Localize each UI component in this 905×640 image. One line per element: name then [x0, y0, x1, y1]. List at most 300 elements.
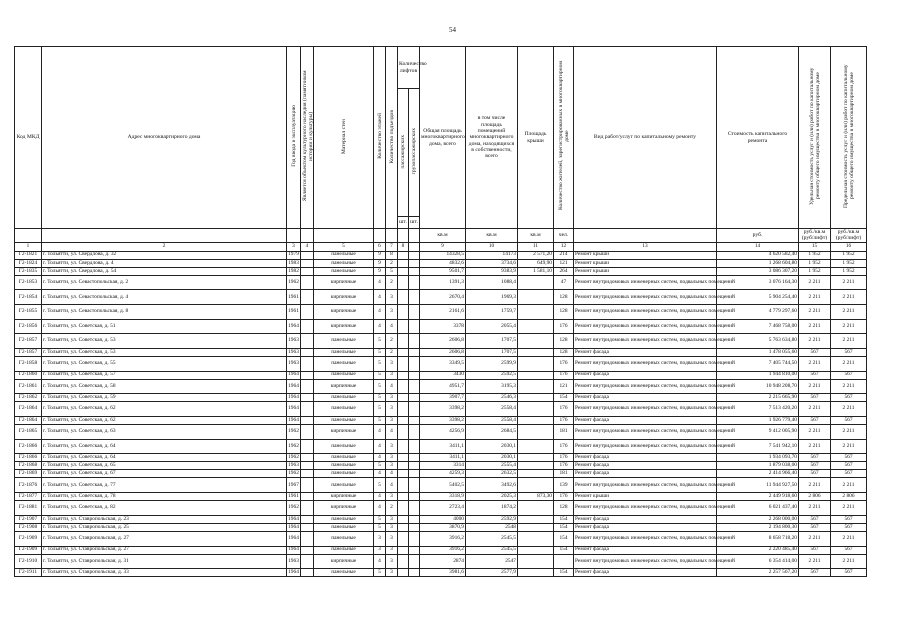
cell-total: 3314 — [420, 462, 466, 470]
cell-l1 — [398, 275, 409, 290]
cell-owned: 2577,9 — [466, 569, 518, 577]
cell-empty — [301, 305, 314, 320]
cell-unit: 2 211 — [799, 290, 831, 305]
hdr-lifts-pass: пассажирских — [398, 89, 409, 217]
cell-code: Г2-1853 — [15, 275, 42, 290]
cell-year: 1964 — [288, 416, 299, 423]
cell-addr: г. Тольятти, ул. Советская, д. 65 — [42, 462, 287, 470]
cell-code: Г2-1909 — [15, 546, 42, 554]
col-num: 10 — [466, 242, 518, 251]
cell-unit: 2 211 — [799, 425, 831, 440]
cell-work: Ремонт внутридомовых инженерных систем, подвальных помещений — [574, 402, 717, 417]
cell-fl: 4 — [374, 275, 386, 290]
cell-fl: 5 — [374, 371, 386, 379]
cell-addr: г. Тольятти, ул. Севастопольская, д. 8 — [42, 305, 287, 320]
cell-walls: кирпичные — [314, 379, 374, 394]
cell-addr: г. Тольятти, ул. Советская, д. 62 — [42, 402, 287, 417]
cell-year: 1962 — [287, 425, 301, 440]
cell-total: 1391,3 — [420, 275, 466, 290]
cell-year: 1961 — [287, 305, 301, 320]
cell-res: 176 — [554, 356, 574, 371]
cell-ent: 4 — [386, 470, 398, 478]
cell-roof — [518, 402, 554, 417]
cell-cost: 6 354 414,00 — [717, 554, 799, 569]
cell-empty — [301, 356, 314, 371]
cell-walls: панельные — [314, 454, 374, 462]
cell-l2 — [409, 416, 420, 424]
cell-code: Г2-1909 — [15, 531, 42, 546]
cell-total: 5402,5 — [420, 478, 466, 493]
cell-res: 128 — [554, 501, 574, 516]
cell-cost: 7 405 744,50 — [717, 356, 799, 371]
table-row — [15, 334, 867, 349]
cell-unit: 567 — [799, 454, 831, 462]
cell-ent: 4 — [386, 425, 398, 440]
cell-roof — [518, 501, 554, 516]
cell-addr: г. Тольятти, ул. Советская, д. 53 — [42, 348, 287, 356]
table-row — [15, 305, 867, 320]
table-row — [15, 356, 867, 371]
cell-unit: 2 211 — [799, 554, 831, 569]
cell-empty — [301, 523, 314, 531]
cell-year: 1962 — [287, 501, 301, 516]
cell-owned: 1759,7 — [466, 305, 518, 320]
cell-unit: 2 211 — [799, 356, 831, 371]
cell-ent: 4 — [386, 319, 398, 334]
cell-roof — [518, 454, 554, 462]
cell-year: 1961 — [287, 290, 301, 305]
cell-res: 121 — [554, 259, 574, 267]
cell-walls: кирпичные — [314, 290, 374, 305]
cell-code: Г2-1866 — [15, 454, 42, 462]
cell-l2 — [409, 267, 420, 275]
cell-total: 2670,4 — [420, 290, 466, 305]
cell-l1 — [398, 462, 409, 470]
cell-empty — [301, 416, 314, 424]
cell-roof — [518, 462, 554, 470]
cell-max: 2 211 — [831, 290, 867, 305]
cell-cost: 2 257 567,20 — [717, 569, 799, 577]
cell-ent: 3 — [386, 356, 398, 371]
hdr-residents: Количество жителей, зарегистрированных в многоквартирном доме — [554, 47, 574, 229]
cell-work: Ремонт крыши — [574, 251, 717, 259]
hdr-walls: Материал стен — [314, 47, 374, 229]
page-number: 54 — [449, 26, 456, 34]
cell-res: 47 — [554, 275, 574, 290]
cell-res: 128 — [554, 348, 574, 356]
cell-fl: 9 — [374, 251, 386, 259]
cell-empty — [301, 462, 314, 470]
cell-cost: 5 904 254,40 — [717, 290, 799, 305]
cell-cost: 8 658 718,20 — [717, 531, 799, 546]
cell-addr: г. Тольятти, ул. Ставропольская, д. 25 — [42, 523, 287, 531]
cell-ent: 3 — [386, 394, 398, 402]
cell-ent: 3 — [386, 416, 398, 424]
cell-res: 139 — [554, 478, 574, 493]
cell-roof — [518, 379, 554, 394]
cell-cost: 7 513 420,20 — [717, 402, 799, 417]
cell-l2 — [409, 462, 420, 470]
table-row — [15, 501, 867, 516]
cell-ent: 2 — [386, 275, 398, 290]
cell-work: Ремонт фасада — [574, 523, 717, 531]
cell-year: 1983 — [288, 259, 299, 266]
cell-owned: 2030,1 — [466, 439, 518, 454]
column-numbers-row — [15, 242, 867, 251]
cell-max: 2 806 — [831, 493, 867, 501]
cell-fl: 5 — [374, 394, 386, 402]
cell-owned: 2030,1 — [466, 454, 518, 462]
cell-owned: 2599,9 — [466, 356, 518, 371]
unit-rub-m2: руб./кв.м (руб/лифт) — [799, 229, 831, 243]
cell-walls: панельные — [314, 356, 374, 371]
cell-l1 — [398, 454, 409, 462]
cell-year: 1979 — [288, 251, 299, 258]
cell-l2 — [409, 425, 420, 440]
cell-l2 — [409, 275, 420, 290]
cell-year: 1982 — [288, 267, 299, 274]
hdr-entrances: Количество подъездов — [386, 47, 398, 229]
cell-roof — [518, 394, 554, 402]
cell-unit: 567 — [799, 546, 831, 554]
cell-l1 — [398, 501, 409, 516]
unit-pcs: шт. — [398, 217, 409, 229]
cell-code: Г2-1911 — [15, 569, 42, 577]
cell-code: Г2-1910 — [15, 554, 42, 569]
cell-owned: 1088,4 — [466, 275, 518, 290]
cell-res: 121 — [554, 379, 574, 394]
cell-ent: 4 — [386, 379, 398, 394]
cell-work: Ремонт крыши — [574, 259, 717, 267]
cell-max: 567 — [831, 371, 867, 379]
col-num: 15 — [799, 242, 831, 251]
cell-l1 — [398, 319, 409, 334]
cell-l2 — [409, 515, 420, 523]
cell-cost: 4 779 297,60 — [717, 305, 799, 320]
cell-ent: 5 — [386, 267, 398, 275]
cell-max: 567 — [831, 348, 867, 356]
cell-max: 2 211 — [831, 478, 867, 493]
cell-walls: панельные — [314, 515, 374, 523]
cell-roof — [518, 425, 554, 440]
cell-code: Г2-1857 — [15, 348, 42, 356]
cell-total: 3378 — [420, 319, 466, 334]
cell-code: Г2-1857 — [15, 334, 42, 349]
cell-work: Ремонт внутридомовых инженерных систем, подвальных помещений — [574, 356, 717, 371]
cell-code: Г2-1860 — [15, 371, 42, 379]
table-row — [15, 379, 867, 394]
cell-cost: 7 468 758,00 — [717, 319, 799, 334]
cell-walls: кирпичные — [314, 319, 374, 334]
cell-code: Г2-1877 — [15, 493, 42, 501]
cell-ent: 3 — [386, 554, 398, 569]
cell-l1 — [398, 259, 409, 267]
cell-owned: 2555,4 — [466, 462, 518, 470]
cell-ent: 2 — [386, 348, 398, 356]
cell-empty — [301, 402, 314, 417]
cell-work: Ремонт фасада — [574, 348, 717, 356]
cell-fl: 4 — [374, 439, 386, 454]
cell-year: 1962 — [287, 439, 301, 454]
cell-fl: 4 — [374, 493, 386, 501]
cell-res: 264 — [554, 267, 574, 275]
cell-walls: кирпичные — [314, 554, 374, 569]
cell-cost: 1 268 604,80 — [717, 259, 799, 267]
cell-work: Ремонт внутридомовых инженерных систем, подвальных помещений — [574, 275, 717, 290]
cell-owned: 2055,4 — [466, 319, 518, 334]
cell-l1 — [398, 251, 409, 259]
cell-work: Ремонт внутридомовых инженерных систем, подвальных помещений — [574, 290, 717, 305]
cell-l1 — [398, 470, 409, 478]
cell-l1 — [398, 379, 409, 394]
unit-rub: руб. — [717, 229, 799, 243]
cell-addr: г. Тольятти, ул. Советская, д. 62 — [42, 416, 287, 424]
cell-ent: 3 — [386, 454, 398, 462]
cell-cost: 3 086 307,20 — [717, 267, 799, 275]
cell-l1 — [398, 439, 409, 454]
cell-addr: г. Тольятти, ул. Ставропольская, д. 33 — [42, 569, 287, 577]
cell-l1 — [398, 267, 409, 275]
cell-walls: кирпичные — [314, 493, 374, 501]
cell-roof: 649,90 — [518, 259, 554, 267]
cell-max: 2 211 — [831, 501, 867, 516]
cell-walls: панельные — [314, 259, 374, 267]
cell-max: 2 211 — [831, 554, 867, 569]
col-num: 16 — [831, 242, 867, 251]
cell-walls: кирпичные — [314, 425, 374, 440]
cell-walls: панельные — [314, 394, 374, 402]
unit-people: чел. — [554, 229, 574, 243]
table-row — [15, 348, 867, 356]
cell-addr: г. Тольятти, ул. Советская, д. 78 — [42, 493, 287, 501]
cell-walls: панельные — [314, 478, 374, 493]
cell-res: 128 — [554, 290, 574, 305]
cell-code: Г2-1864 — [15, 402, 42, 417]
cell-cost: 1 934 093,70 — [717, 454, 799, 462]
cell-l1 — [398, 569, 409, 577]
table-row — [15, 478, 867, 493]
cell-empty — [301, 439, 314, 454]
cell-code: Г2-1864 — [15, 416, 42, 424]
cell-res: 176 — [554, 462, 574, 470]
cell-l1 — [398, 334, 409, 349]
cell-max: 2 211 — [831, 305, 867, 320]
cell-fl: 5 — [374, 523, 386, 531]
cell-empty — [301, 493, 314, 501]
cell-code: Г2-1907 — [15, 515, 42, 523]
cell-res: 176 — [554, 416, 574, 424]
col-num: 8 — [398, 242, 409, 251]
cell-fl: 4 — [374, 501, 386, 516]
unit-pcs: шт. — [409, 217, 420, 229]
cell-fl: 9 — [374, 259, 386, 267]
cell-year: 1964 — [287, 379, 301, 394]
cell-code: Г2-1824 — [15, 259, 42, 267]
table-row — [15, 569, 867, 577]
cell-unit: 2 211 — [799, 379, 831, 394]
cell-roof — [518, 523, 554, 531]
cell-roof — [518, 554, 554, 569]
cell-walls: панельные — [314, 267, 374, 275]
cell-l1 — [398, 493, 409, 501]
cell-code: Г2-1856 — [15, 319, 42, 334]
cell-walls: кирпичные — [314, 305, 374, 320]
cell-total: 4951,7 — [420, 379, 466, 394]
cell-work: Ремонт внутридомовых инженерных систем, подвальных помещений — [574, 379, 717, 394]
cell-ent: 3 — [386, 290, 398, 305]
cell-code: Г2-1876 — [15, 478, 42, 493]
cell-total: 4832,6 — [420, 259, 466, 267]
cell-unit: 567 — [799, 416, 831, 424]
cell-code: Г2-1865 — [15, 425, 42, 440]
cell-empty — [301, 251, 314, 259]
cell-roof — [518, 531, 554, 546]
cell-l2 — [409, 531, 420, 546]
cell-fl: 5 — [374, 416, 386, 424]
cell-fl: 5 — [374, 402, 386, 417]
cell-work: Ремонт внутридомовых инженерных систем, подвальных помещений — [574, 425, 717, 440]
cell-code: Г2-1881 — [15, 501, 42, 516]
hdr-heritage: Является объектом культурного наследия (памятником истории и культуры) — [301, 47, 314, 229]
cell-l1 — [398, 523, 409, 531]
cell-empty — [301, 371, 314, 379]
cell-max: 2 211 — [831, 402, 867, 417]
cell-unit: 2 211 — [799, 501, 831, 516]
cell-ent: 4 — [386, 478, 398, 493]
cell-l1 — [398, 478, 409, 493]
cell-owned: 2592,9 — [466, 515, 518, 523]
cell-addr: г. Тольятти, ул. Севастопольская, д. 2 — [42, 275, 287, 290]
cell-unit: 2 211 — [799, 402, 831, 417]
cell-work: Ремонт фасада — [574, 371, 717, 379]
cell-total: 14328,5 — [420, 251, 466, 259]
table-row — [15, 251, 867, 259]
cell-total: 9501,7 — [420, 267, 466, 275]
cell-year: 1963 — [288, 462, 299, 469]
cell-roof — [518, 569, 554, 577]
cell-total: 3907,7 — [420, 394, 466, 402]
cell-cost: 4 620 582,40 — [717, 251, 799, 259]
cell-fl: 9 — [374, 267, 386, 275]
cell-cost: 2 449 918,60 — [717, 493, 799, 501]
cell-year: 1962 — [288, 454, 299, 461]
cell-max: 2 211 — [831, 439, 867, 454]
cell-l2 — [409, 334, 420, 349]
cell-code: Г2-1858 — [15, 356, 42, 371]
col-num: 1 — [15, 242, 42, 251]
cell-max: 567 — [831, 462, 867, 470]
cell-addr: г. Тольятти, ул. Свердлова, д. 54 — [42, 267, 287, 275]
cell-empty — [301, 478, 314, 493]
cell-unit: 2 211 — [799, 531, 831, 546]
cell-walls: панельные — [314, 569, 374, 577]
cell-l1 — [398, 290, 409, 305]
cell-fl: 5 — [374, 515, 386, 523]
cell-work: Ремонт фасада — [574, 470, 717, 478]
col-num: 7 — [386, 242, 398, 251]
cell-total: 3411,1 — [420, 454, 466, 462]
cell-year: 1963 — [287, 554, 301, 569]
cell-owned: 9383,9 — [466, 267, 518, 275]
cell-total: 3916,2 — [420, 546, 466, 554]
cell-fl: 5 — [374, 334, 386, 349]
cell-l1 — [398, 546, 409, 554]
cell-code: Г2-1854 — [15, 290, 42, 305]
cell-max: 2 211 — [831, 379, 867, 394]
cell-year: 1963 — [287, 356, 301, 371]
cell-roof — [518, 334, 554, 349]
cell-addr: г. Тольятти, ул. Ставропольская, д. 27 — [42, 531, 287, 546]
cell-fl: 5 — [374, 569, 386, 577]
cell-empty — [301, 334, 314, 349]
cell-year: 1962 — [288, 470, 299, 477]
table-row — [15, 267, 867, 275]
cell-year: 1963 — [287, 334, 301, 349]
cell-res: 176 — [554, 454, 574, 462]
cell-total: 3916,2 — [420, 531, 466, 546]
cell-work: Ремонт фасада — [574, 416, 717, 424]
cell-total: 3318,9 — [420, 493, 466, 501]
cell-roof — [518, 470, 554, 478]
cell-work: Ремонт внутридомовых инженерных систем, подвальных помещений — [574, 554, 717, 569]
cell-l1 — [398, 394, 409, 402]
cell-year: 1964 — [287, 402, 301, 417]
cell-empty — [301, 501, 314, 516]
cell-res: 128 — [554, 305, 574, 320]
cell-cost: 11 944 927,50 — [717, 478, 799, 493]
cell-roof — [518, 478, 554, 493]
unit-m2: кв.м — [466, 229, 518, 243]
cell-empty — [301, 531, 314, 546]
cell-year: 1964 — [288, 515, 299, 522]
cell-addr: г. Тольятти, ул. Советская, д. 59 — [42, 394, 287, 402]
table-row — [15, 394, 867, 402]
cell-unit: 2 211 — [799, 334, 831, 349]
cell-res: 214 — [554, 251, 574, 259]
cell-fl: 5 — [374, 478, 386, 493]
cell-work: Ремонт внутридомовых инженерных систем, подвальных помещений — [574, 439, 717, 454]
cell-res: 154 — [554, 569, 574, 577]
cell-fl: 4 — [374, 454, 386, 462]
cell-ent: 2 — [386, 501, 398, 516]
cell-addr: г. Тольятти, ул. Советская, д. 67 — [42, 470, 287, 478]
cell-roof — [518, 356, 554, 371]
cell-l2 — [409, 501, 420, 516]
cell-addr: г. Тольятти, ул. Советская, д. 63 — [42, 425, 287, 440]
cell-unit: 1 952 — [799, 251, 831, 259]
cell-cost: 9 412 005,90 — [717, 425, 799, 440]
table-row — [15, 554, 867, 569]
cell-ent: 2 — [386, 334, 398, 349]
cell-owned: 3195,3 — [466, 379, 518, 394]
cell-walls: панельные — [314, 251, 374, 259]
cell-work: Ремонт внутридомовых инженерных систем, подвальных помещений — [574, 334, 717, 349]
cell-walls: панельные — [314, 439, 374, 454]
cell-work: Ремонт внутридомовых инженерных систем, подвальных помещений — [574, 478, 717, 493]
cell-work: Ремонт внутридомовых инженерных систем, подвальных помещений — [574, 501, 717, 516]
cell-l2 — [409, 569, 420, 577]
hdr-roof-area: Площадь крыши — [518, 47, 554, 229]
table-row — [15, 454, 867, 462]
table-row — [15, 371, 867, 379]
cell-walls: панельные — [314, 371, 374, 379]
cell-walls: панельные — [314, 348, 374, 356]
cell-unit: 2 211 — [799, 275, 831, 290]
cell-addr: г. Тольятти, ул. Ставропольская, д. 27 — [42, 546, 287, 554]
cell-l1 — [398, 348, 409, 356]
cell-l2 — [409, 523, 420, 531]
cell-code: Г2-1855 — [15, 305, 42, 320]
